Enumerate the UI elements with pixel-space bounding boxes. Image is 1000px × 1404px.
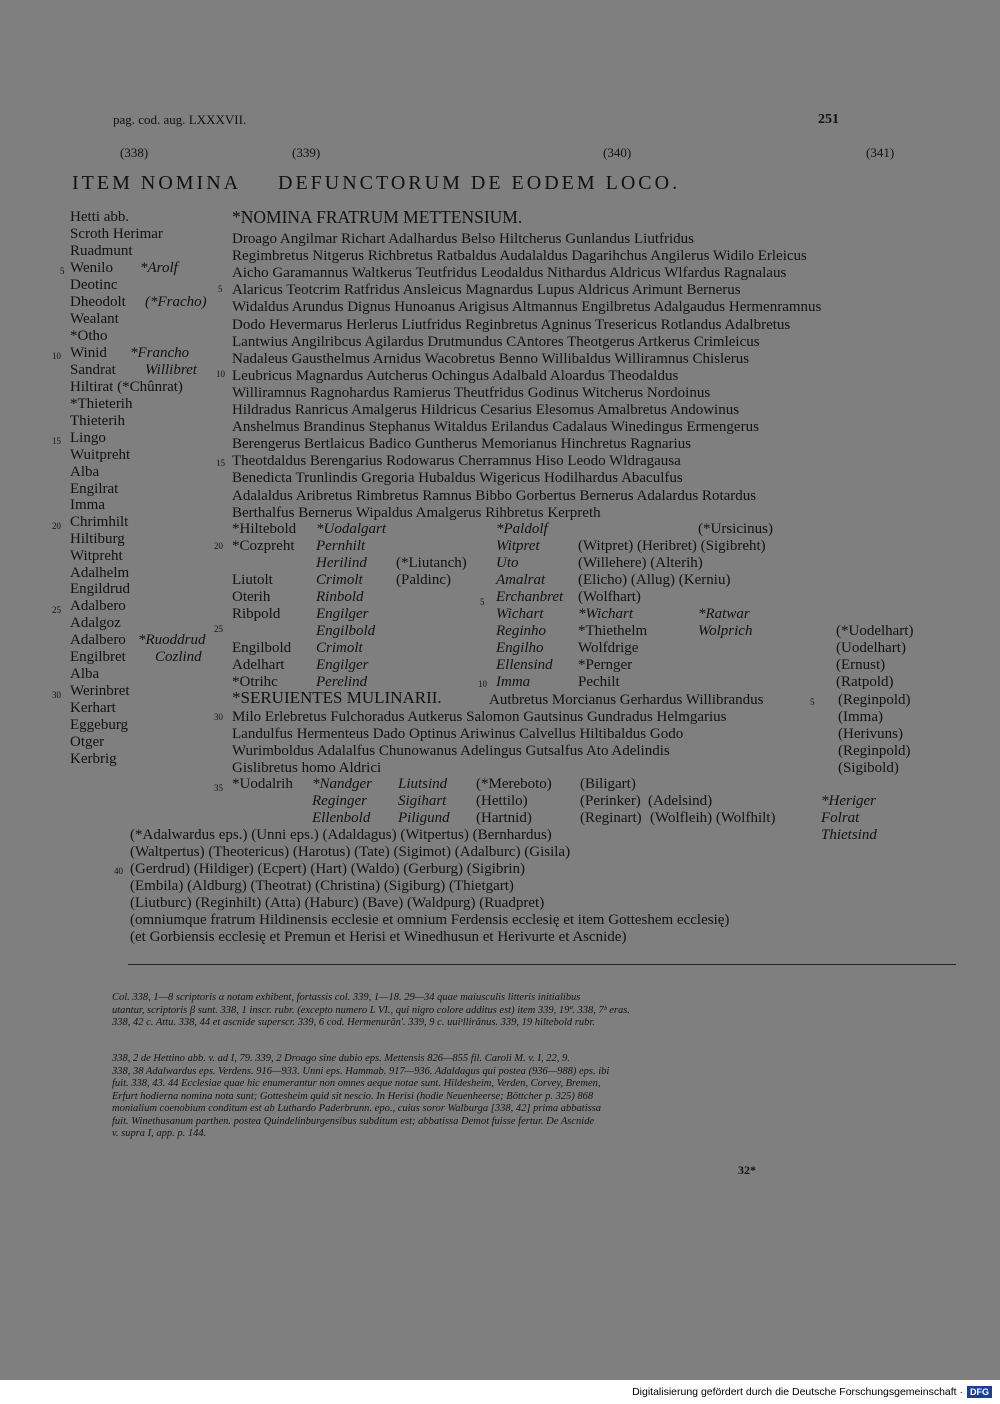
name-line: Benedicta Trunlindis Gregoria Hubaldus Wigericus Hodilhardus Abaculfus — [232, 470, 683, 487]
grid-name: Wolprich — [698, 623, 753, 639]
grid-name: *Hiltebold — [232, 521, 297, 537]
grid-name: Pechilt — [578, 674, 620, 690]
grid-name: Perelind — [316, 674, 368, 690]
section-heading: *SERUIENTES MULINARII. — [232, 688, 442, 707]
left-name: Wenilo — [70, 260, 113, 276]
left-name: *Thieterih — [70, 396, 133, 412]
grid-name: Crimolt — [316, 640, 363, 656]
grid-name: *Cozpreht — [232, 538, 295, 554]
commentary-note-line: Erfurt hodierna nomina nota sunt; Gottesheim quid sit nescio. In Herisi (hodie Neuenheerse; Böttcher p. 325) 868 — [112, 1090, 594, 1102]
parenthetical-line: (Liutburc) (Reginhilt) (Atta) (Haburc) (Bave) (Waldpurg) (Ruadpret) — [130, 895, 545, 911]
left-name: Hiltiburg — [70, 531, 125, 547]
grid-name: (*Uodelhart) — [836, 623, 914, 639]
grid-name: *Ratwar — [698, 606, 750, 622]
grid-name: Witpret — [496, 538, 540, 554]
left-name: Adalhelm — [70, 565, 130, 581]
grid-name: Sigihart — [398, 793, 447, 809]
column-number: (339) — [292, 145, 321, 160]
left-name: Adalgoz — [70, 615, 121, 631]
left-name: Eggeburg — [70, 717, 129, 733]
italic-name: Thietsind — [821, 827, 877, 843]
line-number: 5 — [218, 284, 223, 294]
left-name: Dheodolt — [70, 294, 126, 310]
grid-name: (Ratpold) — [836, 674, 894, 690]
left-name: Hiltirat (*Chûnrat) — [70, 379, 183, 395]
commentary-note-line: fuit. Winethusanum parthen. postea Quindelinburgensibus subditum est; abbatissa Demot fuisse fertur. De Ascnide — [112, 1115, 595, 1127]
commentary-note-line: monialium coenobium conditum est ab Luthardo Paderbrunn. epo., cuius soror Walburga [338, 42] prima abbatissa — [112, 1103, 602, 1114]
left-name: Wealant — [70, 311, 119, 327]
line-number: 10 — [216, 369, 225, 379]
left-name: Alba — [70, 464, 100, 480]
name-line: Anshelmus Brandinus Stephanus Witaldus Erilandus Cadalaus Winedingus Ermengerus — [232, 419, 759, 436]
grid-name: Reginho — [496, 623, 546, 639]
left-italic-name: (*Fracho) — [145, 294, 207, 310]
grid-name: Uto — [496, 555, 519, 571]
dfg-logo: DFG — [967, 1386, 992, 1398]
left-name: Otger — [70, 734, 105, 750]
left-name: Thieterih — [70, 413, 125, 429]
left-name: Adalbero — [70, 598, 126, 614]
right-name: (Sigibold) — [838, 760, 899, 776]
left-name: Kerbrig — [70, 751, 117, 767]
grid-name: Engilbold — [316, 623, 376, 639]
grid-name: *Wichart — [578, 606, 633, 622]
parenthetical-line: (Gerdrud) (Hildiger) (Ecpert) (Hart) (Waldo) (Gerburg) (Sigibrin) — [130, 861, 526, 877]
running-head: pag. cod. aug. LXXXVII. — [113, 112, 247, 127]
line-number: 30 — [52, 690, 61, 700]
left-name: Chrimhilt — [70, 514, 129, 530]
grid-name: Imma — [496, 674, 531, 690]
grid-name: (Uodelhart) — [836, 640, 906, 656]
line-number: 5 — [60, 266, 65, 276]
line-number: 20 — [52, 521, 61, 531]
apparatus-note-line: utantur, scriptoris β sunt. 338, 1 inscr. rubr. (excepto numero L VI., qui nigro colore additus est) item 339, 19ª. 338, 7ᵇ eras. — [112, 1004, 630, 1016]
signature-mark: 32* — [738, 1163, 756, 1177]
grid-name: Crimolt — [316, 572, 363, 588]
left-name: Sandrat — [70, 362, 116, 378]
left-name: Ruadmunt — [70, 243, 133, 259]
line-number: 30 — [214, 712, 223, 722]
left-name: Lingo — [70, 430, 106, 446]
right-name: (Reginpold) — [838, 743, 911, 759]
left-name: Adalbero — [70, 632, 126, 648]
grid-name: (*Ursicinus) — [698, 521, 773, 537]
left-italic-name: *Ruoddrud — [138, 632, 206, 648]
grid-name: (Willehere) (Alterih) — [578, 555, 703, 571]
grid-name: Engilho — [496, 640, 544, 656]
grid-name: Piligund — [398, 810, 450, 826]
left-name: Imma — [70, 497, 105, 513]
grid-name: *Heriger — [821, 793, 876, 809]
name-line: Droago Angilmar Richart Adalhardus Belso Hiltcherus Gunlandus Liutfridus — [232, 231, 695, 247]
left-italic-name: *Francho — [130, 345, 190, 361]
parenthetical-line: (et Gorbiensis ecclesię et Premun et Herisi et Winedhusun et Herivurte et Ascnide) — [130, 929, 627, 945]
grid-name: Folrat — [821, 810, 860, 826]
grid-name: Erchanbret — [496, 589, 564, 605]
left-name: *Otho — [70, 328, 108, 344]
left-name: Winid — [70, 345, 107, 361]
parenthetical-line: (*Adalwardus eps.) (Unni eps.) (Adaldagus) (Witpertus) (Bernhardus) — [130, 827, 552, 843]
grid-name: Oterih — [232, 589, 271, 605]
apparatus-note-line: 338, 42 c. Attu. 338, 44 et ascnide superscr. 339, 6 cod. Hermenurăn'. 339, 9 c. uuiˢllirănus. 339, 19 hiltebold rubr. — [112, 1017, 595, 1028]
line-number: 35 — [214, 783, 223, 793]
name-line: Berengerus Bertlaicus Badico Guntherus Memorianus Hinchretus Ragnarius — [232, 436, 692, 453]
name-line: Theotdaldus Berengarius Rodowarus Cherramnus Hiso Leodo Wldragausa — [232, 453, 681, 470]
line-number: 15 — [52, 436, 61, 446]
left-name: Witpreht — [70, 548, 123, 564]
right-name: (Reginpold) — [838, 692, 911, 708]
grid-name: (Witpret) (Heribret) (Sigibreht) — [578, 538, 766, 554]
left-name: Alba — [70, 666, 100, 682]
left-name: Kerhart — [70, 700, 116, 716]
grid-name: Rinbold — [316, 589, 364, 605]
section-heading-continuation: Autbretus Morcianus Gerhardus Willibrandus — [489, 692, 764, 708]
column-number: (340) — [603, 145, 632, 160]
footer-bar — [0, 1380, 1000, 1404]
left-name: Engildrud — [70, 581, 130, 597]
commentary-note-line: fuit. 338, 43. 44 Ecclesiae quae hic enumerantur non omnes aeque notae sunt. Hildesheim, Verden, Corvey, Bremen, — [112, 1078, 601, 1089]
grid-name: Ellensind — [496, 657, 553, 673]
grid-name: Reginger — [312, 793, 367, 809]
grid-name: *Uodalrih — [232, 776, 293, 792]
grid-name: Engilbold — [232, 640, 292, 656]
grid-name: Liutolt — [232, 572, 273, 588]
name-line: Williramnus Ragnohardus Ramierus Theutfridus Godinus Witcherus Nordoinus — [232, 384, 711, 401]
grid-name: (*Liutanch) — [396, 555, 467, 571]
left-name: Scroth Herimar — [70, 226, 163, 242]
parenthetical-line: (Waltpertus) (Theotericus) (Harotus) (Tate) (Sigimot) (Adalburc) (Gisila) — [130, 844, 571, 860]
line-number: 25 — [214, 624, 223, 634]
name-line: Dodo Hevermarus Herlerus Liutfridus Reginbretus Agninus Tresericus Rotlandus Adalbretus — [232, 316, 791, 333]
line-number: 5 — [810, 697, 815, 707]
grid-name: (Perinker) — [580, 793, 641, 809]
grid-name: Engilger — [316, 657, 369, 673]
line-number: 15 — [216, 458, 225, 468]
title-part-2: DEFUNCTORUM DE EODEM LOCO. — [278, 172, 681, 194]
name-line: Wurimboldus Adalalfus Chunowanus Adelingus Gutsalfus Ato Adelindis — [232, 743, 670, 759]
left-name: Hetti abb. — [70, 209, 130, 225]
column-number: (338) — [120, 145, 149, 160]
grid-name: *Uodalgart — [316, 521, 387, 537]
grid-name: Adelhart — [232, 657, 285, 673]
name-line: Milo Erlebretus Fulchoradus Autkerus Salomon Gautsinus Gundradus Helmgarius — [232, 709, 727, 725]
name-line: Adalaldus Aribretus Rimbretus Ramnus Bibbo Gorbertus Bernerus Adalardus Rotardus — [232, 487, 757, 504]
grid-name: Herilind — [316, 555, 367, 571]
left-name: Deotinc — [70, 277, 118, 293]
grid-name: Amalrat — [496, 572, 546, 588]
name-line: Nadaleus Gausthelmus Arnidus Wacobretus Benno Willibaldus Williramnus Chislerus — [232, 350, 750, 367]
grid-name: *Otrihc — [232, 674, 278, 690]
parenthetical-line: (omniumque fratrum Hildinensis ecclesie et omnium Ferdensis ecclesię et item Gotteshem ecclesię) — [130, 912, 730, 928]
left-name: Werinbret — [70, 683, 130, 699]
grid-name: (Hartnid) — [476, 810, 532, 826]
grid-name: (Hettilo) — [476, 793, 528, 809]
grid-name: Pernhilt — [316, 538, 366, 554]
line-number: 20 — [214, 541, 223, 551]
right-name: (Imma) — [838, 709, 883, 725]
grid-name: (Wolfleih) (Wolfhilt) — [650, 810, 776, 826]
grid-name: Ribpold — [232, 606, 281, 622]
name-line: Lantwius Angilribcus Agilardus Drutmundus CAntores Theotgerus Artkerus Crimleicus — [232, 333, 760, 350]
grid-name: *Nandger — [312, 776, 372, 792]
column-number: (341) — [866, 145, 895, 160]
grid-name: *Pernger — [578, 657, 633, 673]
name-line: Regimbretus Nitgerus Richbretus Ratbaldus Audalaldus Dagarihchus Angilerus Widilo Erleicus — [232, 248, 807, 265]
right-name: (Herivuns) — [838, 726, 903, 742]
grid-name: (Elicho) (Allug) (Kerniu) — [578, 572, 731, 588]
page-number: 251 — [818, 112, 839, 127]
grid-name: *Thiethelm — [578, 623, 648, 639]
grid-name: (Reginart) — [580, 810, 642, 826]
parenthetical-line: (Embila) (Aldburg) (Theotrat) (Christina) (Sigiburg) (Thietgart) — [130, 878, 514, 894]
commentary-note-line: 338, 38 Adalwardus eps. Verdens. 916—933. Unni eps. Hammab. 917—936. Adaldagus qui postea (936—988) eps. ibi — [112, 1065, 610, 1077]
left-italic-name: Cozlind — [155, 649, 202, 665]
title-part-1: ITEM NOMINA — [72, 172, 242, 194]
grid-name: Engilger — [316, 606, 369, 622]
footer-text: Digitalisierung gefördert durch die Deutsche Forschungsgemeinschaft · — [632, 1386, 963, 1398]
grid-name: Wichart — [496, 606, 544, 622]
left-name: Wuitpreht — [70, 447, 131, 463]
grid-name: (Biligart) — [580, 776, 636, 792]
line-number: 25 — [52, 605, 61, 615]
grid-name: (Wolfhart) — [578, 589, 641, 605]
grid-name: Liutsind — [398, 776, 448, 792]
name-line: Widaldus Arundus Dignus Hunoanus Arigisus Altmannus Engilbretus Adalgaudus Hermenramnus — [232, 299, 822, 316]
grid-name: (*Mereboto) — [476, 776, 552, 792]
commentary-note-line: 338, 2 de Hettino abb. v. ad I, 79. 339, 2 Droago sine dubio eps. Mettensis 826—855 fil. Caroli M. v. I, 22, 9. — [112, 1053, 570, 1064]
grid-name: Wolfdrige — [578, 640, 639, 656]
name-line: Gislibretus homo Aldrici — [232, 760, 382, 776]
line-number: 10 — [52, 351, 61, 361]
left-name: Engilrat — [70, 481, 119, 497]
left-italic-name: Willibret — [145, 362, 197, 378]
left-name: Engilbret — [70, 649, 126, 665]
section-heading: *NOMINA FRATRUM METTENSIUM. — [232, 207, 523, 227]
grid-name: (Ernust) — [836, 657, 886, 673]
line-number: 40 — [114, 866, 123, 876]
left-italic-name: *Arolf — [140, 260, 178, 276]
name-line: Hildradus Ranricus Amalgerus Hildricus Cesarius Elesomus Amalbretus Andowinus — [232, 402, 740, 418]
name-line: Aicho Garamannus Waltkerus Teutfridus Leodaldus Nithardus Aldricus Wlfardus Ragnalaus — [232, 265, 787, 282]
grid-name: Ellenbold — [312, 810, 371, 826]
grid-name: *Paldolf — [496, 521, 548, 537]
name-line: Landulfus Hermenteus Dado Optinus Ariwinus Calvellus Hiltibaldus Godo — [232, 726, 684, 742]
grid-name: (Adelsind) — [648, 793, 713, 809]
name-line: Berthalfus Bernerus Wipaldus Amalgerus Rihbretus Kerpreth — [232, 504, 601, 521]
apparatus-note-line: Col. 338, 1—8 scriptoris α notam exhibent, fortassis col. 339, 1—18. 29—34 quae maiusculis litteris initialibus — [112, 992, 581, 1003]
name-line: Leubricus Magnardus Autcherus Ochingus Adalbald Aloardus Theodaldus — [232, 367, 679, 384]
grid-name: (Paldinc) — [396, 572, 451, 588]
line-number: 10 — [478, 679, 487, 689]
line-number: 5 — [480, 597, 485, 607]
footnote-rule — [128, 964, 956, 965]
commentary-note-line: v. supra I, app. p. 144. — [112, 1128, 207, 1139]
name-line: Alaricus Teotcrim Ratfridus Ansleicus Magnardus Lupus Aldricus Arimunt Bernerus — [232, 282, 741, 299]
